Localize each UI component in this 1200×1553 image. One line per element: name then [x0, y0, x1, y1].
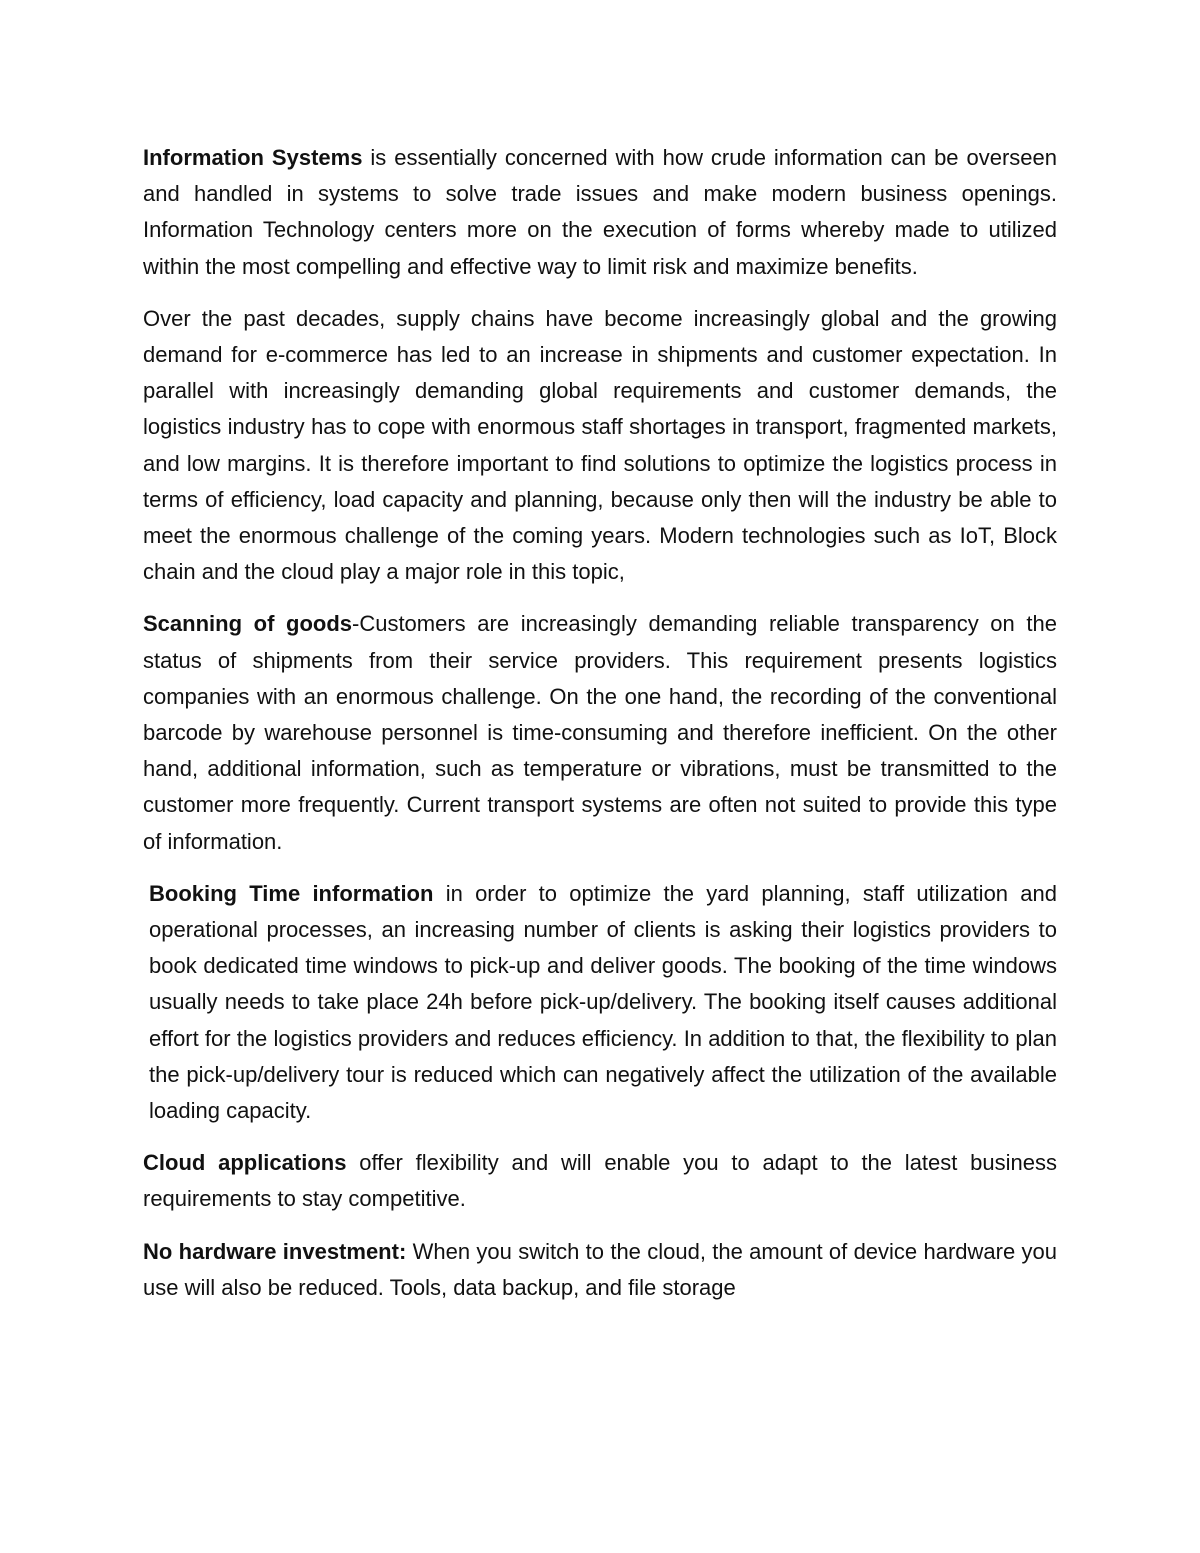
- paragraph-text: -Customers are increasingly demanding reliable transparency on the status of shipments from their service providers. This requirement presents logistics companies with an enormous challenge. On the one hand, the recording of the conventional barcode by warehouse personnel is time-consuming and therefore inefficient. On the other hand, additional information, such as temperature or vibrations, must be transmitted to the customer more frequently. Current transport systems are often not suited to provide this type of information.: [143, 611, 1057, 854]
- paragraph-text: Over the past decades, supply chains have become increasingly global and the growing demand for e-commerce has led to an increase in shipments and customer expectation. In parallel with increasingly demanding global requirements and customer demands, the logistics industry has to cope with enormous staff shortages in transport, fragmented markets, and low margins. It is therefore important to find solutions to optimize the logistics process in terms of efficiency, load capacity and planning, because only then will the industry be able to meet the enormous challenge of the coming years. Modern technologies such as IoT, Block chain and the cloud play a major role in this topic,: [143, 305, 1057, 585]
- paragraph-text: in order to optimize the yard planning, staff utilization and operational processes, an increasing number of clients is asking their logistics providers to book dedicated time windows to pick-up and deliver goods. The booking of the time windows usually needs to take place 24h before pick-up/delivery. The booking itself causes additional effort for the logistics providers and reduces efficiency. In addition to that, the flexibility to plan the pick-up/delivery tour is reduced which can negatively affect the utilization of the available loading capacity.: [149, 880, 1057, 1124]
- paragraph-booking-time: [143, 876, 1057, 1129]
- paragraph-supply-chains: [143, 301, 1057, 591]
- document-body: [143, 140, 1057, 1322]
- paragraph-lead: Information Systems: [143, 145, 363, 170]
- paragraph-information-systems: [143, 140, 1057, 285]
- paragraph-text: offer flexibility and will enable you to adapt to the latest business requirements to stay competitive.: [143, 1150, 1057, 1212]
- paragraph-text: When you switch to the cloud, the amount of device hardware you use will also be reduced. Tools, data backup, and file storage: [143, 1238, 1058, 1300]
- paragraph-scanning-of-goods: [143, 606, 1057, 859]
- paragraph-no-hardware: [143, 1234, 1057, 1306]
- paragraph-lead: Scanning of goods: [143, 611, 352, 637]
- paragraph-lead: Cloud applications: [143, 1150, 347, 1176]
- paragraph-lead: No hardware investment:: [143, 1238, 407, 1264]
- paragraph-cloud-applications: [143, 1145, 1057, 1217]
- paragraph-text: is essentially concerned with how crude information can be overseen and handled in systems to solve trade issues and make modern business openings. Information Technology centers more on the execution of forms whereby made to utilized within the most compelling and effective way to limit risk and maximize benefits.: [143, 145, 1057, 279]
- paragraph-lead: Booking Time information: [149, 880, 434, 906]
